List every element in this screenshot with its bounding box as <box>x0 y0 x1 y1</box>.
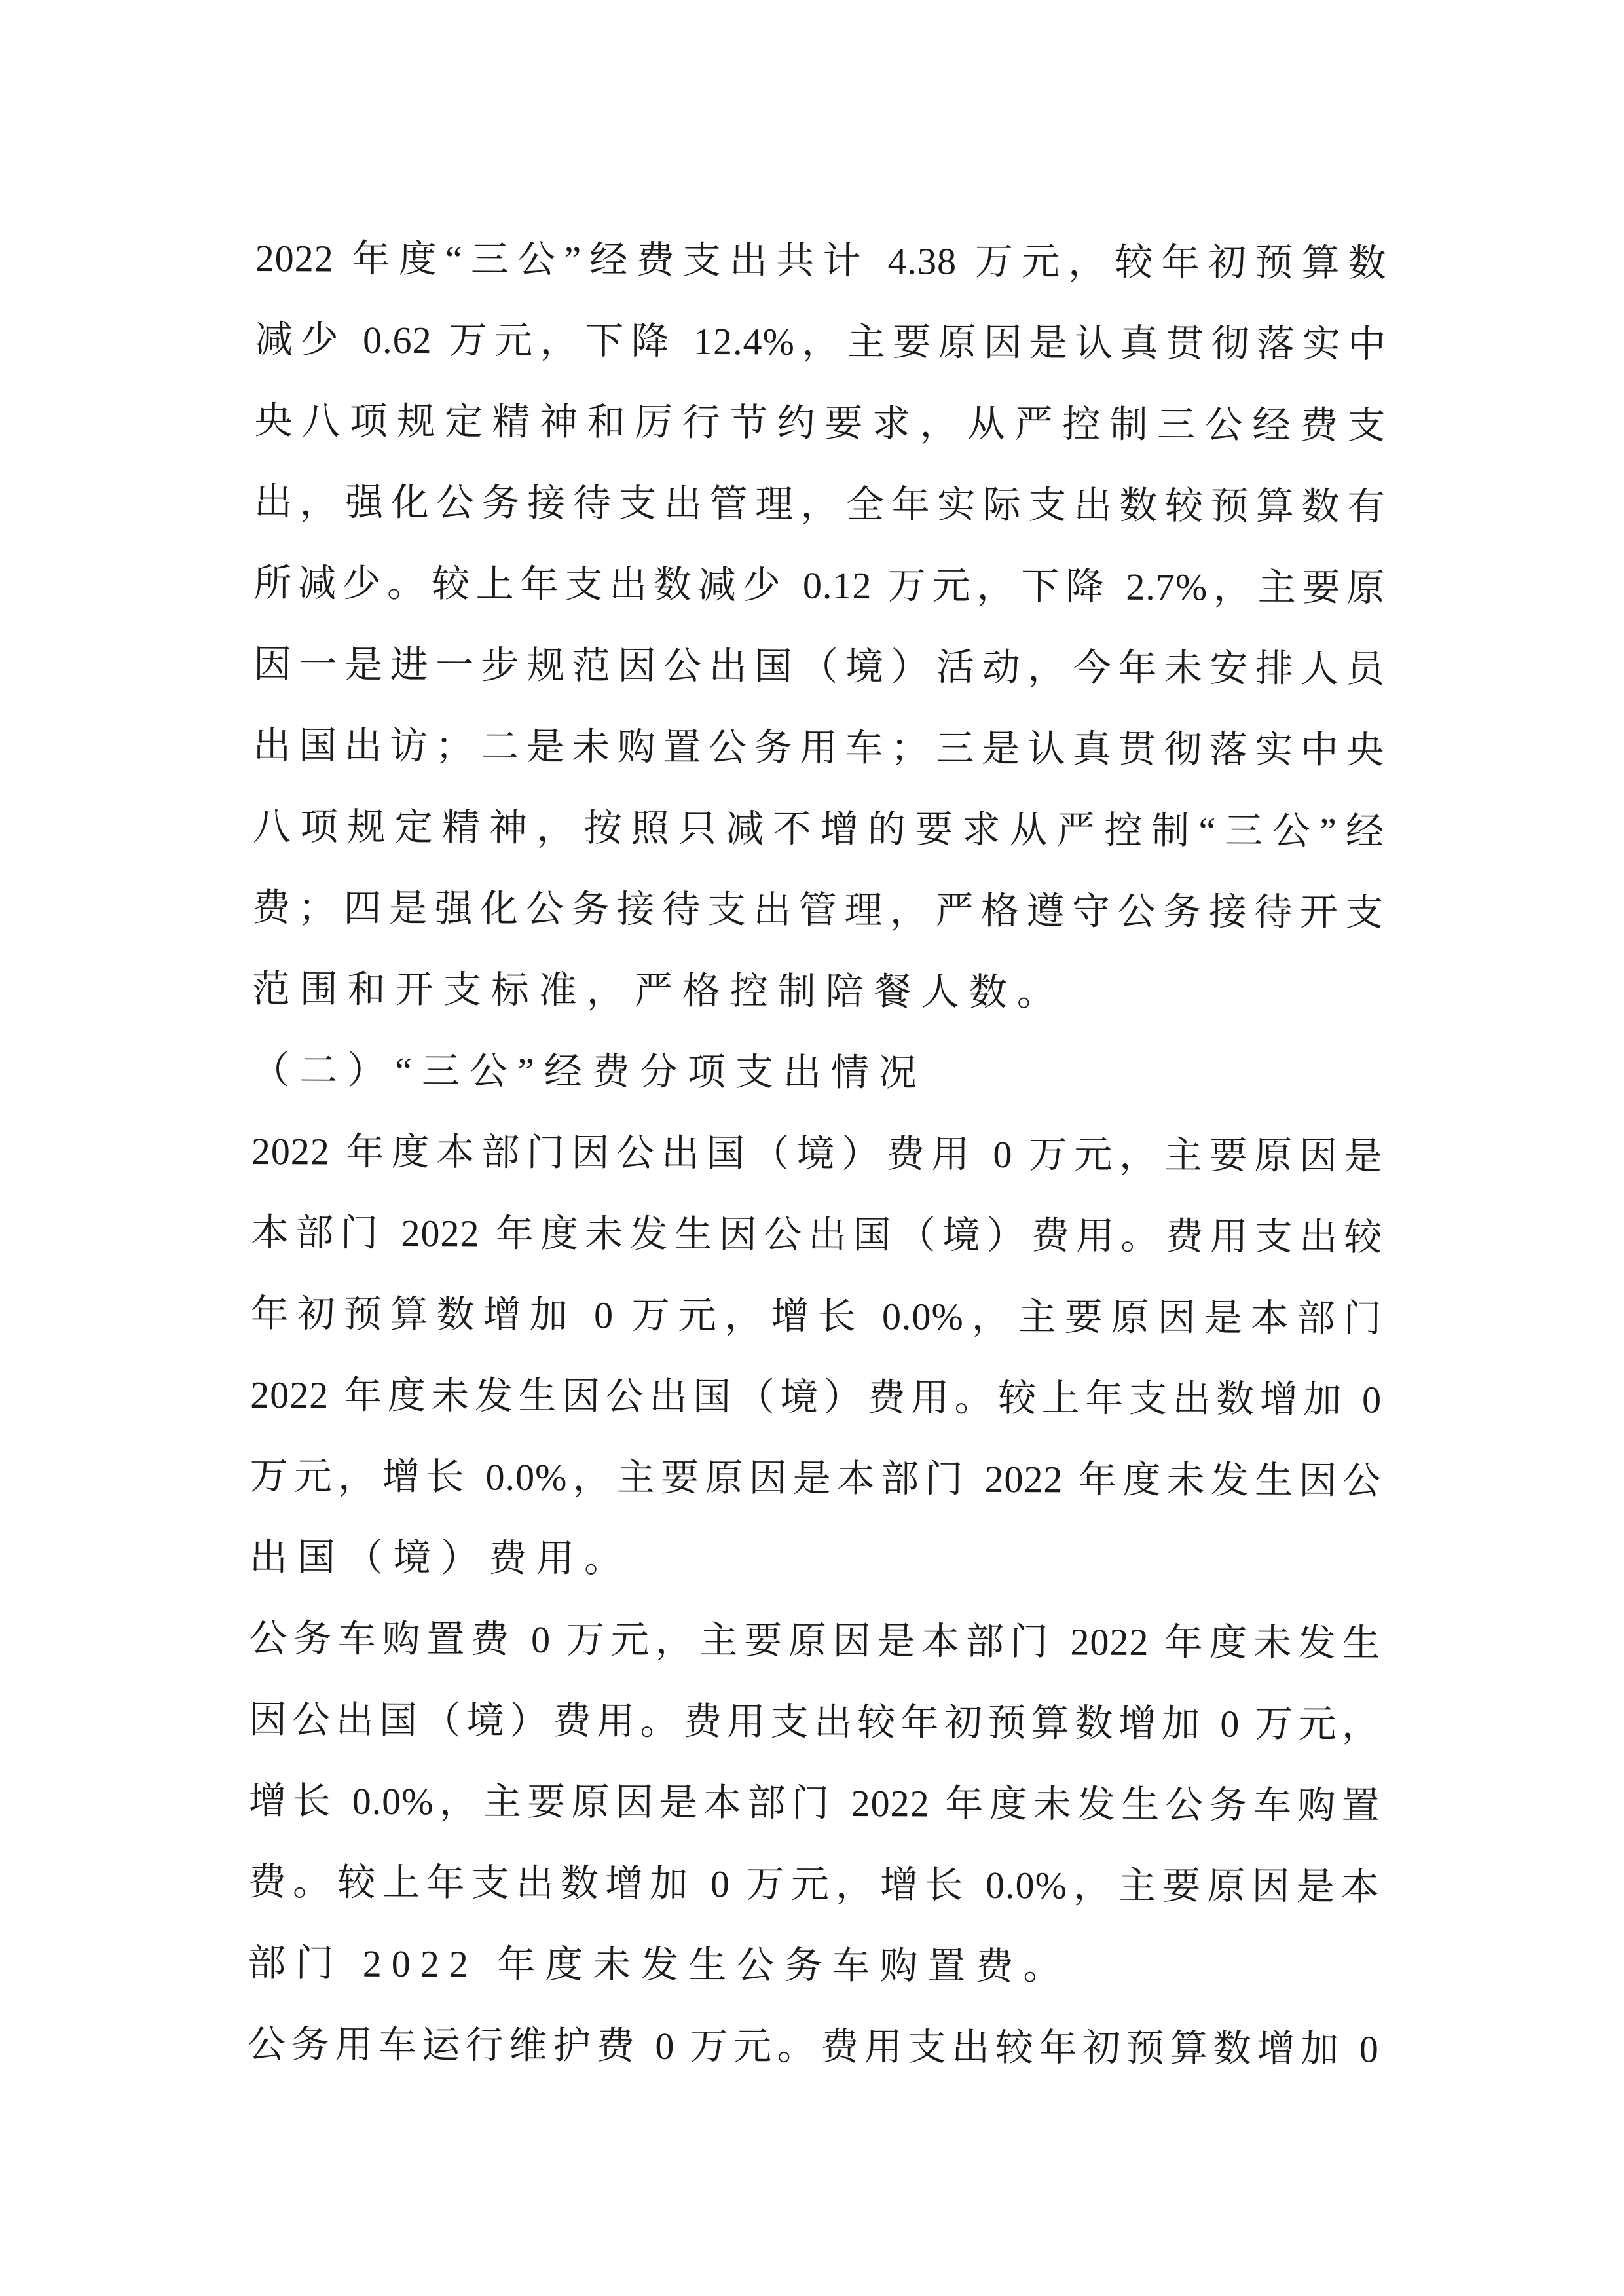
text-line: 减少 0.62 万元，下降 12.4%，主要原因是认真贯彻落实中 <box>255 318 1387 366</box>
text-line: 公务用车运行维护费 0 万元。费用支出较年初预算数增加 0 <box>247 2022 1379 2071</box>
text-block <box>248 218 1387 2090</box>
text-line: 部门 2022 年度未发生公务车购置费。 <box>248 1941 1071 1988</box>
text-line: 本部门 2022 年度未发生因公出国（境）费用。费用支出较 <box>251 1211 1383 1259</box>
text-line: 2022 年度本部门因公出国（境）费用 0 万元，主要原因是 <box>251 1129 1383 1178</box>
text-line: 八项规定精神，按照只减不增的要求从严控制“三公”经 <box>252 805 1385 853</box>
text-line: 公务车购置费 0 万元，主要原因是本部门 2022 年度未发生 <box>249 1616 1381 1665</box>
text-line: 年初预算数增加 0 万元，增长 0.0%，主要原因是本部门 <box>250 1292 1382 1340</box>
text-line: 2022 年度未发生因公出国（境）费用。较上年支出数增加 0 <box>250 1373 1382 1421</box>
text-line: 万元，增长 0.0%，主要原因是本部门 2022 年度未发生因公 <box>249 1454 1382 1503</box>
text-line: 出国出访；二是未购置公务用车；三是认真贯彻落实中央 <box>253 723 1385 772</box>
text-line: 2022 年度“三公”经费支出共计 4.38 万元，较年初预算数 <box>255 236 1387 285</box>
text-line: 出，强化公务接待支出管理，全年实际支出数较预算数有 <box>253 480 1386 528</box>
text-line: 范围和开支标准，严格控制陪餐人数。 <box>251 967 1065 1014</box>
text-line: 增长 0.0%，主要原因是本部门 2022 年度未发生公务车购置 <box>248 1779 1380 1827</box>
text-line: 因公出国（境）费用。费用支出较年初预算数增加 0 万元， <box>248 1698 1381 1746</box>
text-line: （二）“三公”经费分项支出情况 <box>251 1048 927 1095</box>
text-line: 费；四是强化公务接待支出管理，严格遵守公务接待开支 <box>252 886 1384 934</box>
text-line: 央八项规定精神和厉行节约要求，从严控制三公经费支 <box>254 399 1386 447</box>
text-line: 费。较上年支出数增加 0 万元，增长 0.0%，主要原因是本 <box>248 1860 1380 1908</box>
text-line: 所减少。较上年支出数减少 0.12 万元，下降 2.7%，主要原 <box>253 561 1386 610</box>
text-line: 因一是进一步规范因公出国（境）活动，今年未安排人员 <box>253 642 1386 691</box>
text-line: 出国（境）费用。 <box>249 1535 633 1580</box>
